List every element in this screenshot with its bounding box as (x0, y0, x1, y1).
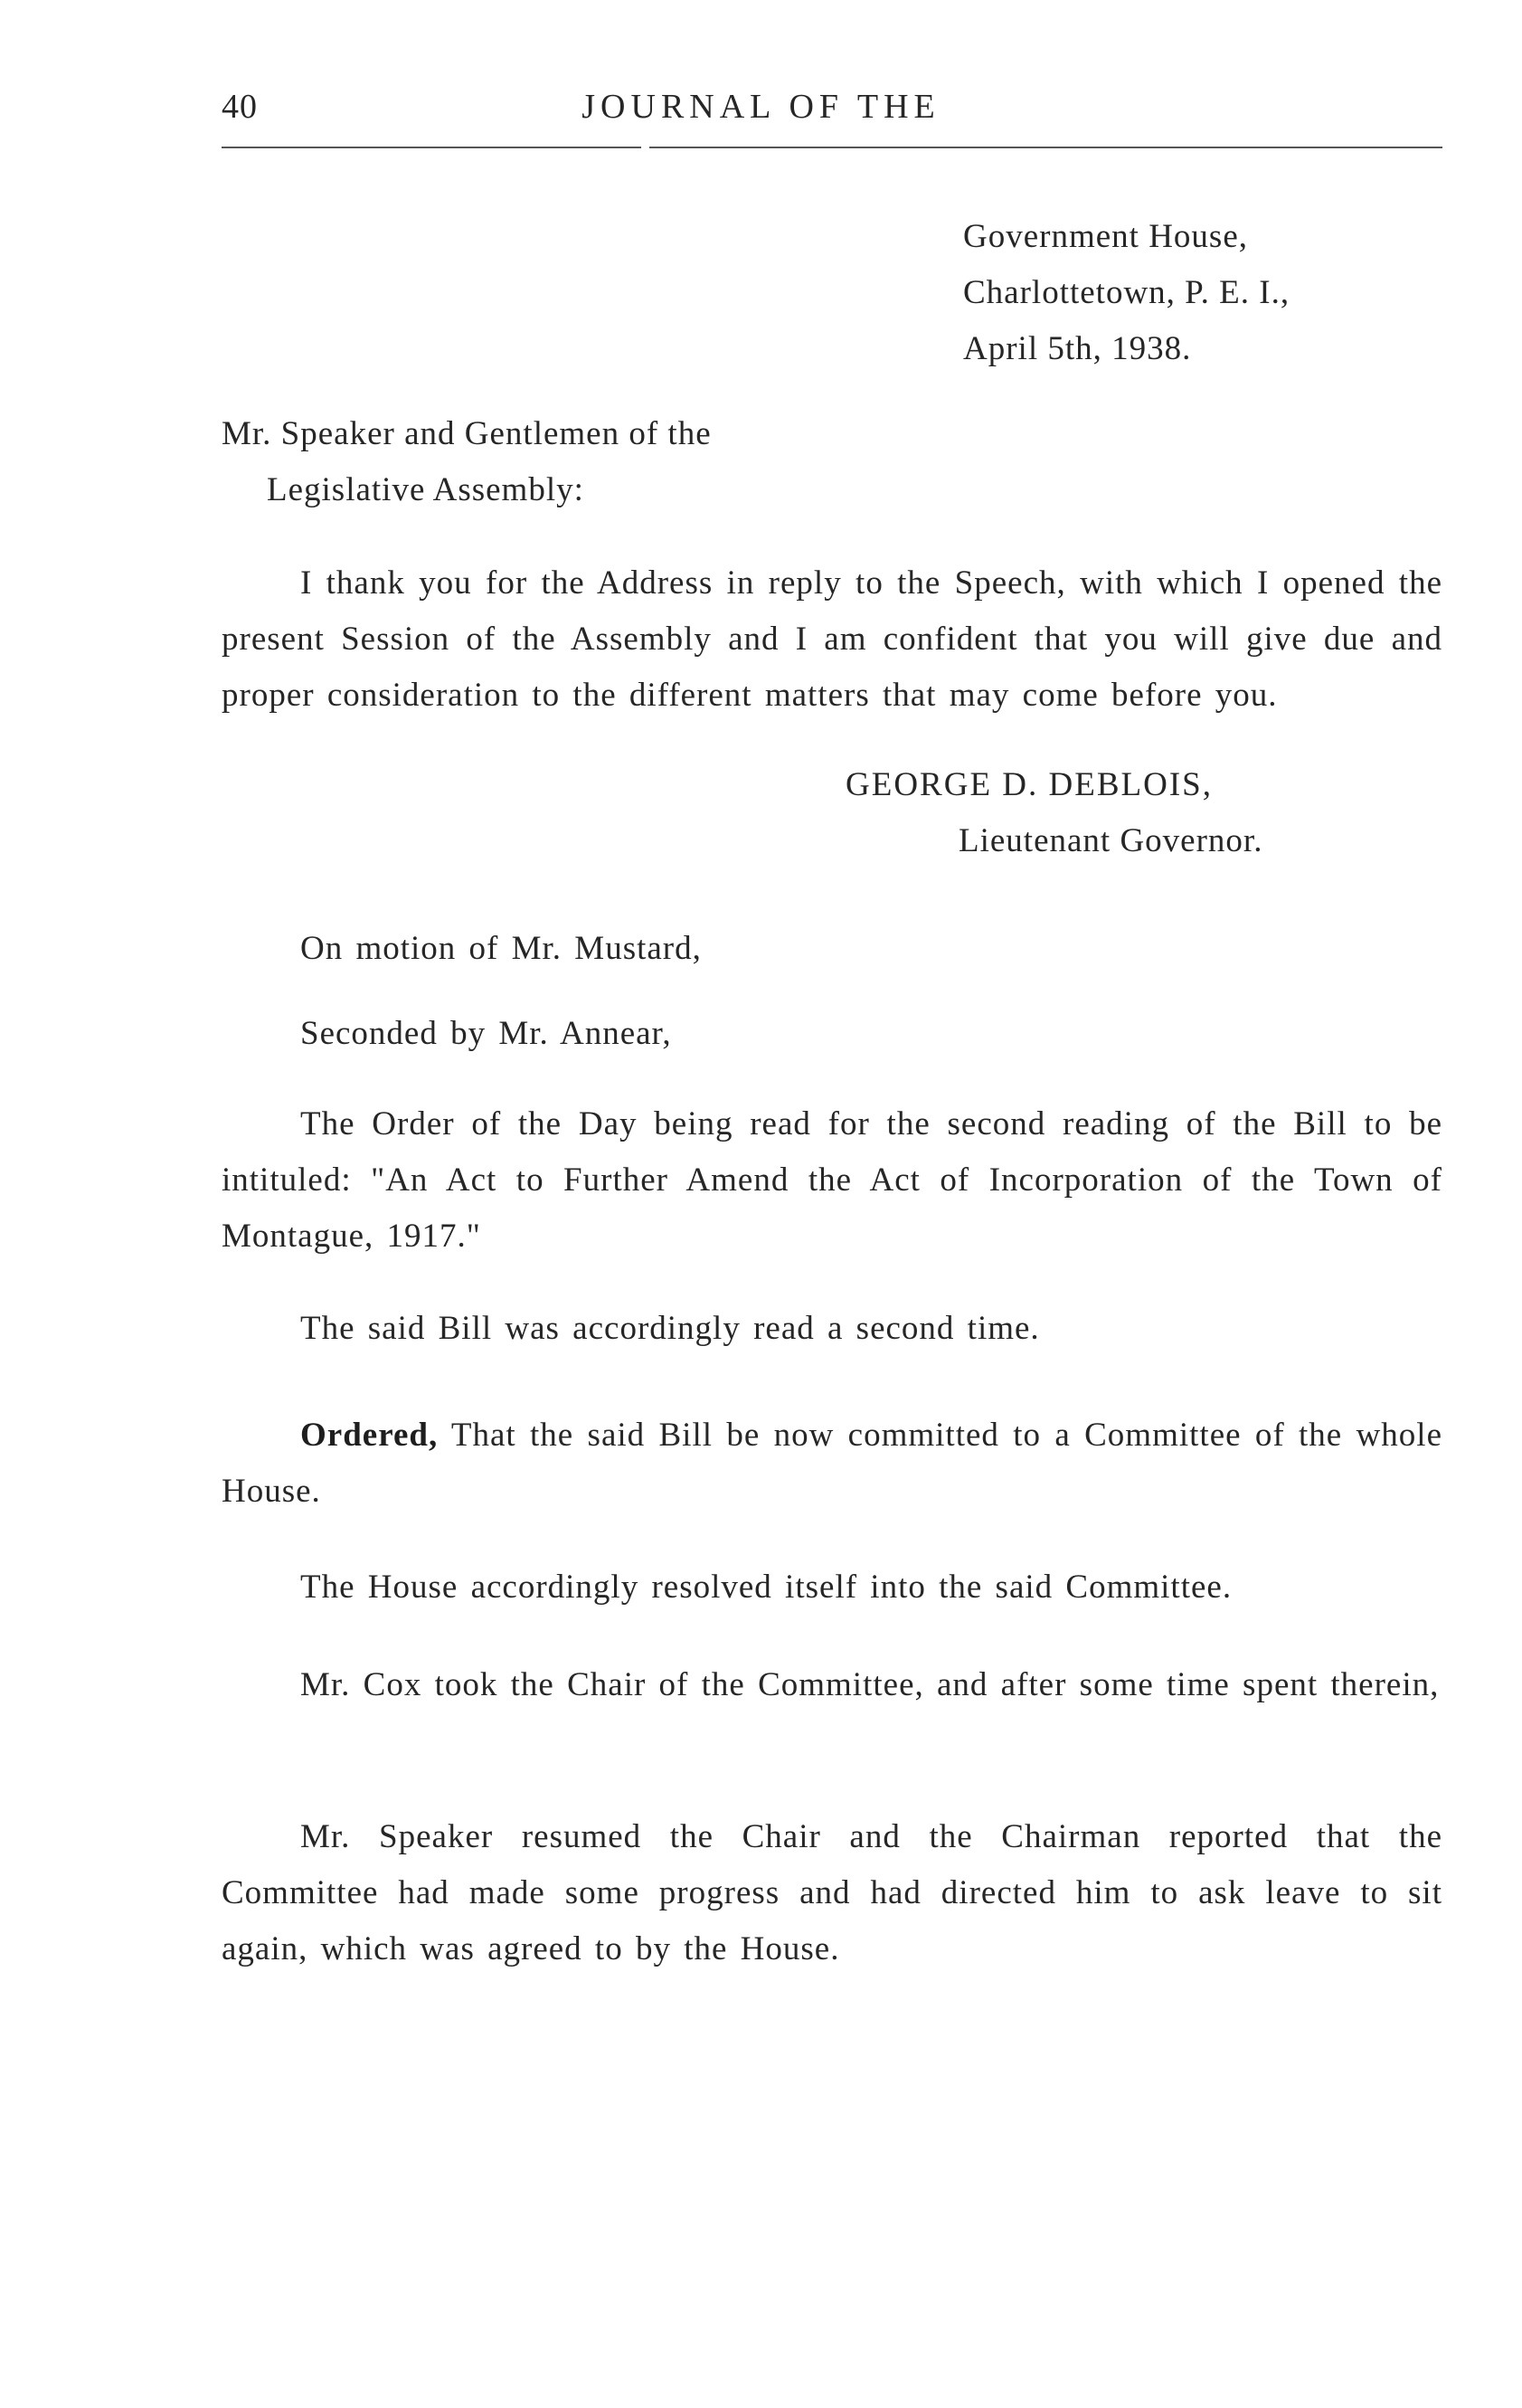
address-line-1: Government House, (963, 218, 1248, 255)
address-line-2: Charlottetown, P. E. I., (963, 274, 1290, 311)
signature-title: Lieutenant Governor. (959, 822, 1263, 859)
salutation-line-2: Legislative Assembly: (267, 471, 584, 508)
signature-name: GEORGE D. DEBLOIS, (846, 766, 1213, 803)
seconded-paragraph: Seconded by Mr. Annear, (300, 1015, 672, 1052)
ordered-paragraph (222, 1408, 1442, 1520)
ordered-text: That the said Bill be now committed to a Committee of the whole House. (222, 1417, 1442, 1510)
second-reading-paragraph: The said Bill was accordingly read a second time. (300, 1310, 1040, 1347)
page-number: 40 (222, 88, 258, 126)
address-line-3: April 5th, 1938. (963, 330, 1192, 367)
header-rule-left (222, 147, 641, 148)
order-of-day-paragraph: The Order of the Day being read for the second reading of the Bill to be intituled: "An Act to Further Amend the Act of Incorporation of the Town of Montague, 1917." (222, 1105, 1442, 1255)
report-paragraph: Mr. Speaker resumed the Chair and the Chairman reported that the Committee had made some progress and had directed him to ask leave to sit again, which was agreed to by the House. (222, 1818, 1442, 1967)
letter-body: I thank you for the Address in reply to the Speech, with which I opened the present Session of the Assembly and I am confident that you will give due and proper consideration to the different matters that may come before you. (222, 564, 1442, 714)
salutation-line-1: Mr. Speaker and Gentlemen of the (222, 415, 712, 452)
resolved-paragraph: The House accordingly resolved itself into the said Committee. (300, 1569, 1233, 1606)
running-head: JOURNAL OF THE (581, 88, 941, 126)
chair-paragraph: Mr. Cox took the Chair of the Committee, and after some time spent therein, (300, 1666, 1440, 1703)
motion-paragraph: On motion of Mr. Mustard, (300, 930, 702, 967)
ordered-label: Ordered, (300, 1417, 439, 1454)
header-rule-right (649, 147, 1442, 148)
